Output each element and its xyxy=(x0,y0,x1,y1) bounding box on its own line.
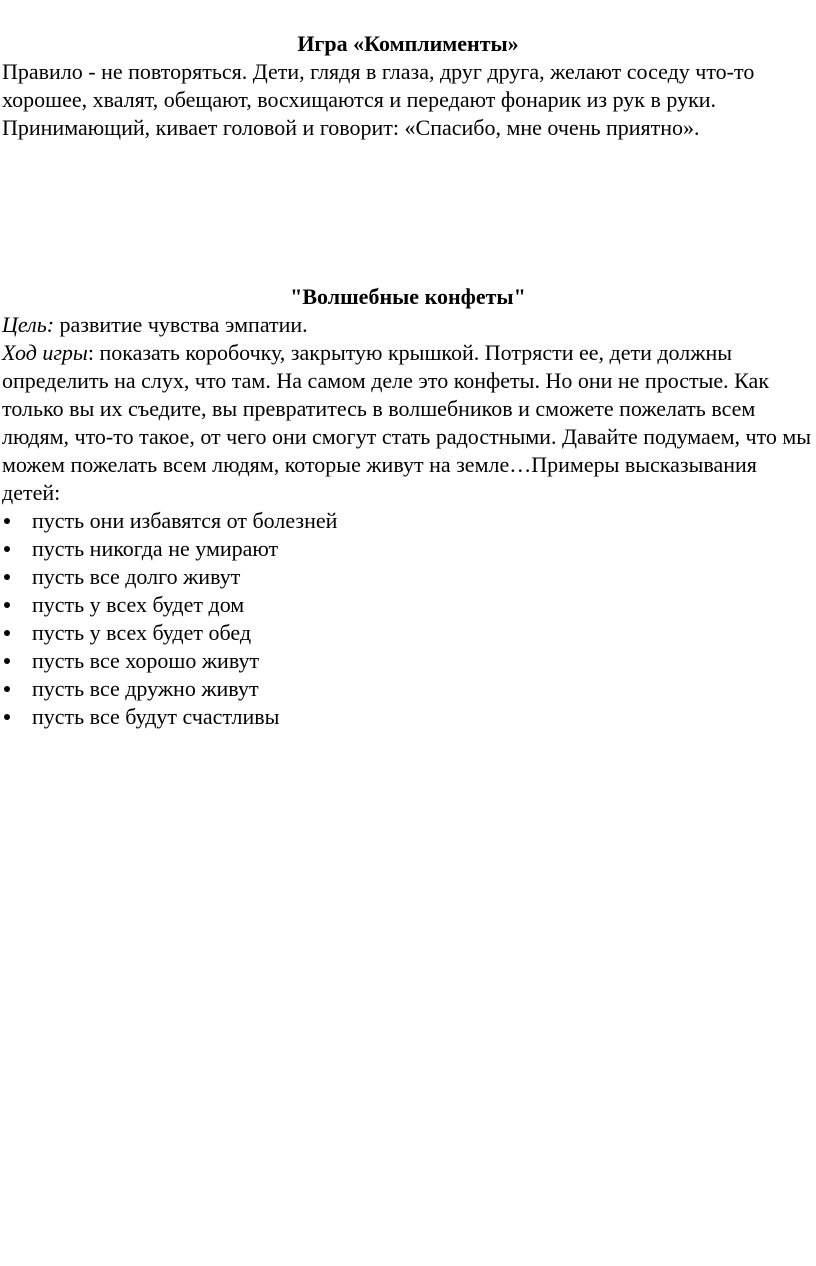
game-magic-candies-title: "Волшебные конфеты" xyxy=(290,284,526,309)
course-paragraph xyxy=(2,339,814,507)
bullet-icon xyxy=(4,602,10,608)
course-label: Ход игры xyxy=(2,340,88,365)
examples-list xyxy=(2,507,814,731)
list-item xyxy=(2,703,814,731)
list-item-text: пусть все хорошо живут xyxy=(32,648,260,673)
list-item xyxy=(2,591,814,619)
game-compliments-title: Игра «Комплименты» xyxy=(297,31,519,56)
list-item-text: пусть они избавятся от болезней xyxy=(32,508,338,533)
list-item-text: пусть все дружно живут xyxy=(32,676,259,701)
list-item-text: пусть все долго живут xyxy=(32,564,241,589)
bullet-icon xyxy=(4,658,10,664)
bullet-icon xyxy=(4,574,10,580)
list-item-text: пусть у всех будет обед xyxy=(32,620,252,645)
game-magic-candies-section xyxy=(2,283,814,731)
game-compliments-section xyxy=(2,30,814,142)
goal-paragraph xyxy=(2,311,814,339)
list-item-text: пусть у всех будет дом xyxy=(32,592,245,617)
bullet-icon xyxy=(4,686,10,692)
list-item xyxy=(2,647,814,675)
course-text: : показать коробочку, закрытую крышкой. Потрясти ее, дети должны определить на слух, что там. На самом деле это конфеты. Но они не простые. Как только вы их съедите, вы превратитесь в волшебников и сможете пожелать всем людям, что-то такое, от чего они смогут стать радостными. Давайте подумаем, что мы можем пожелать всем людям, которые живут на земле…Примеры высказывания детей: xyxy=(2,340,812,505)
bullet-icon xyxy=(4,630,10,636)
list-item xyxy=(2,507,814,535)
list-item xyxy=(2,675,814,703)
list-item-text: пусть никогда не умирают xyxy=(32,536,279,561)
list-item-text: пусть все будут счастливы xyxy=(32,704,280,729)
game-compliments-rules: Правило - не повторяться. Дети, глядя в глаза, друг друга, желают соседу что-то хорошее, хвалят, обещают, восхищаются и передают фонарик из рук в руки. Принимающий, кивает головой и говорит: «Спасибо, мне очень приятно». xyxy=(2,59,755,140)
bullet-icon xyxy=(4,518,10,524)
goal-label: Цель: xyxy=(2,312,55,337)
goal-text: развитие чувства эмпатии. xyxy=(54,312,308,337)
list-item xyxy=(2,535,814,563)
list-item xyxy=(2,619,814,647)
bullet-icon xyxy=(4,714,10,720)
bullet-icon xyxy=(4,546,10,552)
list-item xyxy=(2,563,814,591)
